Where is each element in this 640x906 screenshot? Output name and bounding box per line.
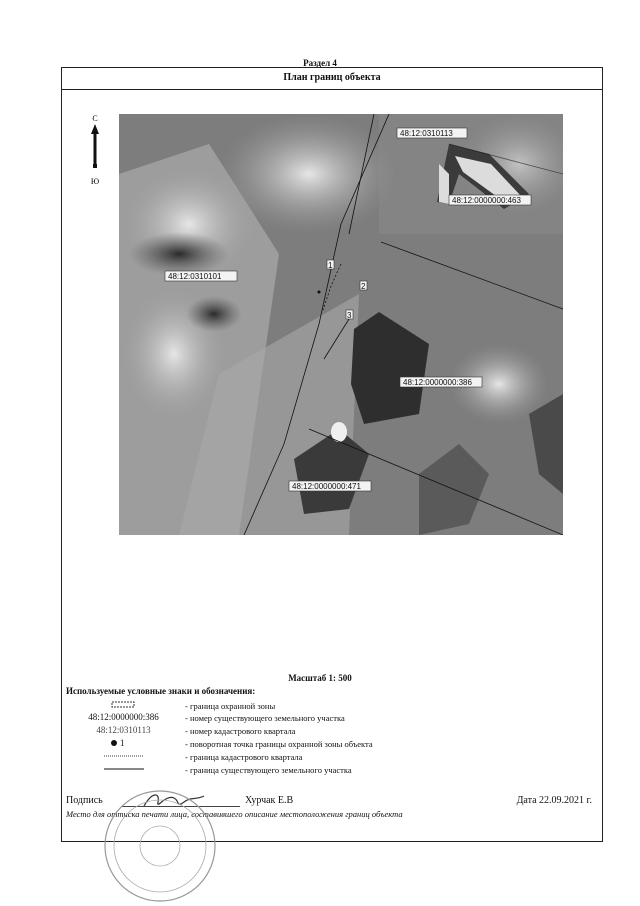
turning-point-1: 1 — [328, 261, 333, 270]
legend-point-dot — [111, 740, 117, 746]
section-title: Раздел 4 — [303, 58, 337, 68]
legend-symbol-parcel-number: 48:12:0000000:386 — [88, 712, 159, 722]
label-parcel-386: 48:12:0000000:386 — [403, 378, 472, 387]
label-parcel-463: 48:12:0000000:463 — [452, 196, 521, 205]
legend-symbol-quarter-boundary — [66, 752, 181, 762]
legend-text-parcel-boundary: - граница существующего земельного участка — [185, 765, 352, 775]
document-date: Дата 22.09.2021 г. — [516, 795, 592, 806]
compass-south: Ю — [90, 177, 100, 186]
legend-symbol-point: 1 — [120, 738, 125, 748]
legend-text-point: - поворотная точка границы охранной зоны объекта — [185, 739, 373, 749]
turning-point-3: 3 — [347, 311, 352, 320]
compass-north: С — [92, 114, 98, 123]
legend-text-protection-zone: - граница охранной зоны — [185, 701, 276, 711]
label-quarter-left: 48:12:0310101 — [168, 272, 222, 281]
stamp-caption: Место для оттиска печати лица, составившего описание местоположения границ объекта — [66, 809, 403, 819]
legend-text-quarter-number: - номер кадастрового квартала — [185, 726, 296, 736]
seal-stamp-icon — [100, 786, 220, 906]
signature-label: Подпись — [66, 795, 103, 806]
north-arrow — [85, 114, 105, 194]
legend-symbol-protection-zone — [66, 700, 181, 712]
legend-title: Используемые условные знаки и обозначения: — [66, 686, 256, 696]
label-parcel-471: 48:12:0000000:471 — [292, 482, 361, 491]
label-quarter-top: 48:12:0310113 — [400, 129, 453, 138]
scale-label: Масштаб 1: 500 — [288, 673, 352, 683]
aerial-map — [119, 114, 563, 535]
legend-text-parcel-number: - номер существующего земельного участка — [185, 713, 345, 723]
legend-text-quarter-boundary: - граница кадастрового квартала — [185, 752, 303, 762]
legend-symbol-parcel-boundary — [66, 765, 181, 775]
signer-name: Хурчак Е.В — [245, 795, 294, 806]
plan-header: План границ объекта — [61, 67, 603, 90]
legend-symbol-quarter-number: 48:12:0310113 — [96, 725, 151, 735]
turning-point-2: 2 — [361, 282, 366, 291]
